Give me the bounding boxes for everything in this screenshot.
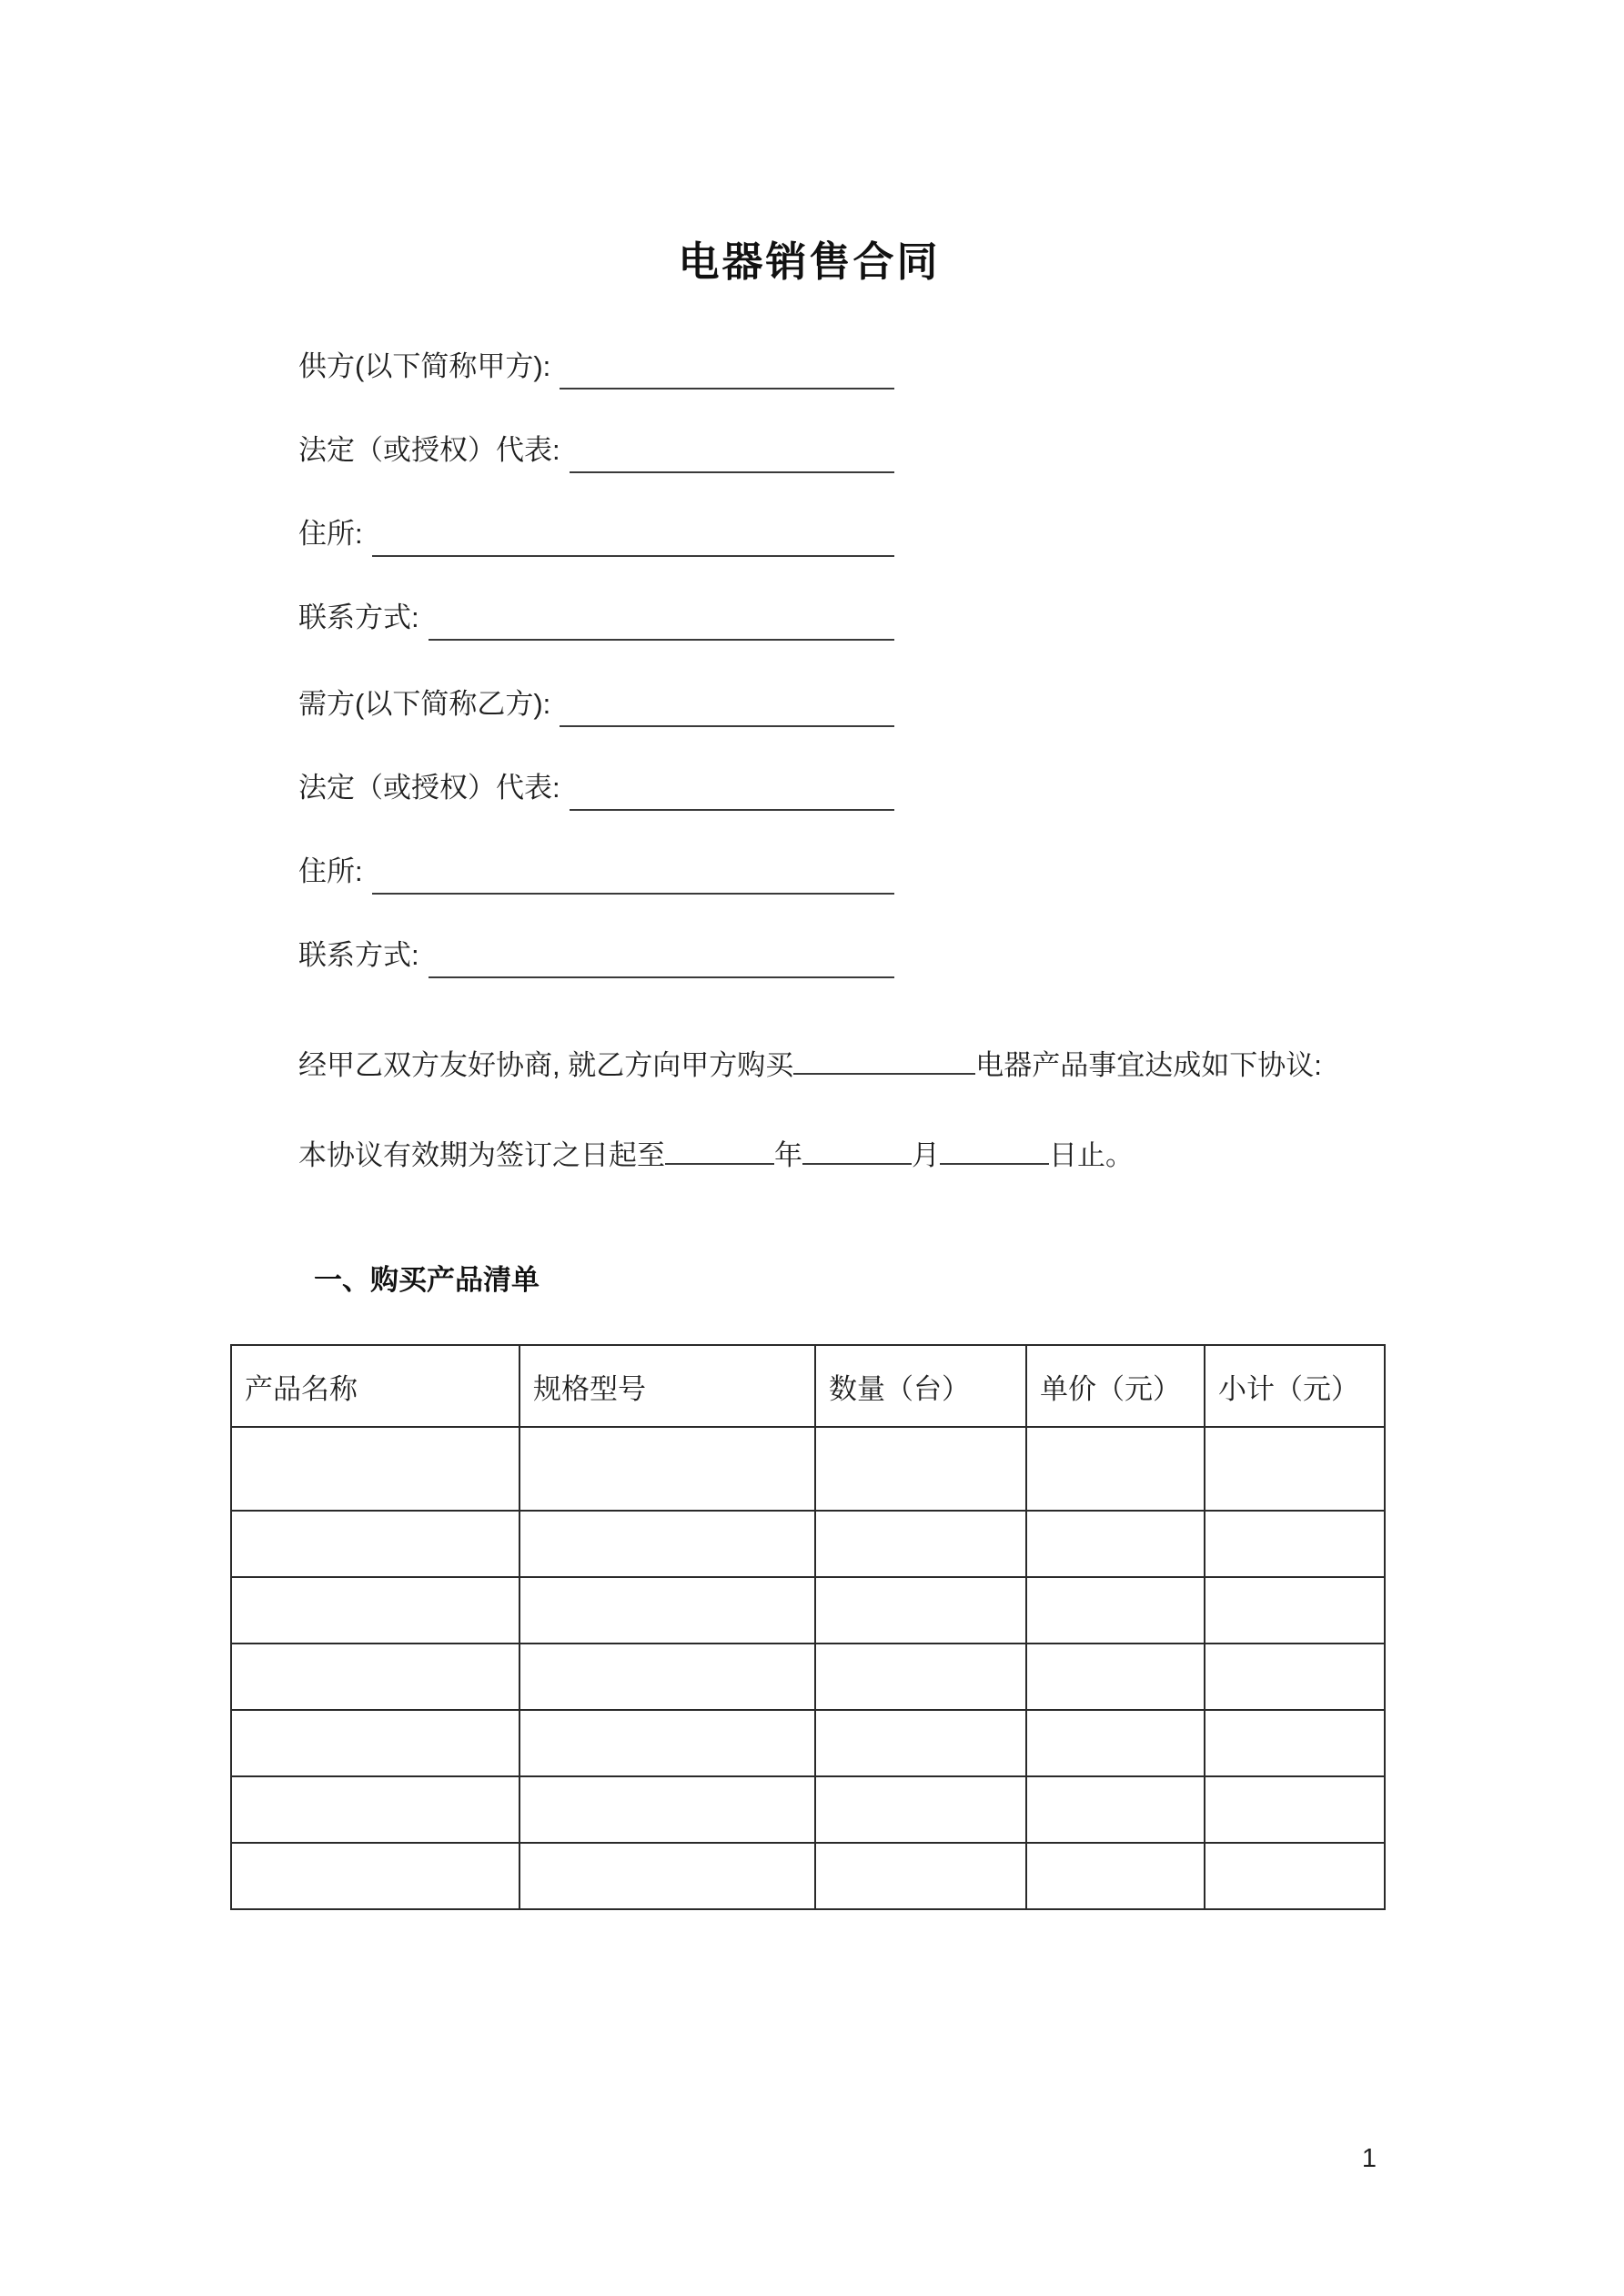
field-label: 住所: [298,518,363,550]
table-cell [815,1577,1026,1644]
validity-text: 本协议有效期为签订之日起至 [298,1139,665,1171]
table-cell [519,1710,815,1776]
blank-underline [429,933,894,978]
table-cell [519,1776,815,1843]
section-heading-product-list: 一、购买产品清单 [314,1264,540,1296]
field-label: 需方(以下简称乙方): [298,688,551,720]
table-header-subtotal: 小计（元） [1205,1345,1385,1427]
table-header-quantity: 数量（台） [815,1345,1026,1427]
buyer-section [230,682,1388,978]
table-cell [519,1843,815,1909]
year-blank-underline [665,1163,774,1165]
table-row [231,1644,1385,1710]
table-cell [231,1511,519,1577]
intro-text-before: 经甲乙双方友好协商, 就乙方向甲方购买 [298,1049,794,1081]
table-cell [1026,1776,1205,1843]
table-row [231,1427,1385,1511]
page-number: 1 [1361,2144,1377,2173]
table-cell [231,1577,519,1644]
intro-text-after: 电器产品事宜达成如下协议: [975,1049,1322,1081]
field-line-buyer-address [298,849,894,895]
field-line-supplier-name [298,344,894,389]
table-header-spec-model: 规格型号 [519,1345,815,1427]
table-header-unit-price: 单价（元） [1026,1345,1205,1427]
table-cell [1205,1511,1385,1577]
table-header-product-name: 产品名称 [231,1345,519,1427]
table-cell [519,1511,815,1577]
table-cell [815,1427,1026,1511]
blank-underline [560,682,894,727]
month-blank-underline [802,1163,912,1165]
field-line-supplier-address [298,511,894,557]
field-line-buyer-name [298,682,894,727]
table-row [231,1710,1385,1776]
table-cell [815,1511,1026,1577]
table-cell [815,1710,1026,1776]
blank-underline [372,849,894,895]
table-cell [1026,1843,1205,1909]
product-table [230,1344,1386,1910]
table-cell [1205,1776,1385,1843]
table-cell [1205,1427,1385,1511]
table-cell [815,1644,1026,1710]
table-cell [1026,1644,1205,1710]
field-label: 法定（或授权）代表: [298,434,560,466]
table-row [231,1577,1385,1644]
table-cell [519,1577,815,1644]
supplier-section [230,344,1388,641]
field-line-supplier-representative [298,428,894,473]
table-cell [1205,1644,1385,1710]
table-row [231,1843,1385,1909]
table-cell [1026,1427,1205,1511]
validity-line [230,1117,1388,1194]
field-label: 法定（或授权）代表: [298,772,560,804]
field-line-buyer-representative [298,765,894,811]
field-line-buyer-contact [298,933,894,978]
table-cell [1026,1710,1205,1776]
table-cell [231,1644,519,1710]
table-cell [1205,1577,1385,1644]
field-label: 联系方式: [298,939,419,971]
table-cell [519,1644,815,1710]
table-cell [231,1776,519,1843]
agreement-intro-paragraph [230,1027,1388,1104]
table-cell [815,1776,1026,1843]
field-line-supplier-contact [298,595,894,641]
table-cell [231,1710,519,1776]
day-blank-underline [940,1163,1049,1165]
field-label: 供方(以下简称甲方): [298,350,551,382]
year-label: 年 [774,1139,802,1171]
contract-title: 电器销售合同 [678,238,941,285]
purchase-item-blank-underline [793,1073,975,1075]
table-cell [519,1427,815,1511]
month-label: 月 [912,1139,940,1171]
blank-underline [372,511,894,557]
blank-underline [429,595,894,641]
day-label: 日止。 [1049,1139,1134,1171]
field-label: 住所: [298,855,363,887]
table-cell [1205,1710,1385,1776]
field-label: 联系方式: [298,602,419,633]
table-row [231,1776,1385,1843]
table-cell [231,1427,519,1511]
blank-underline [570,765,894,811]
table-cell [1026,1577,1205,1644]
table-cell [1026,1511,1205,1577]
blank-underline [570,428,894,473]
table-header-row [231,1345,1385,1427]
table-cell [231,1843,519,1909]
table-row [231,1511,1385,1577]
table-cell [815,1843,1026,1909]
blank-underline [560,344,894,389]
table-cell [1205,1843,1385,1909]
